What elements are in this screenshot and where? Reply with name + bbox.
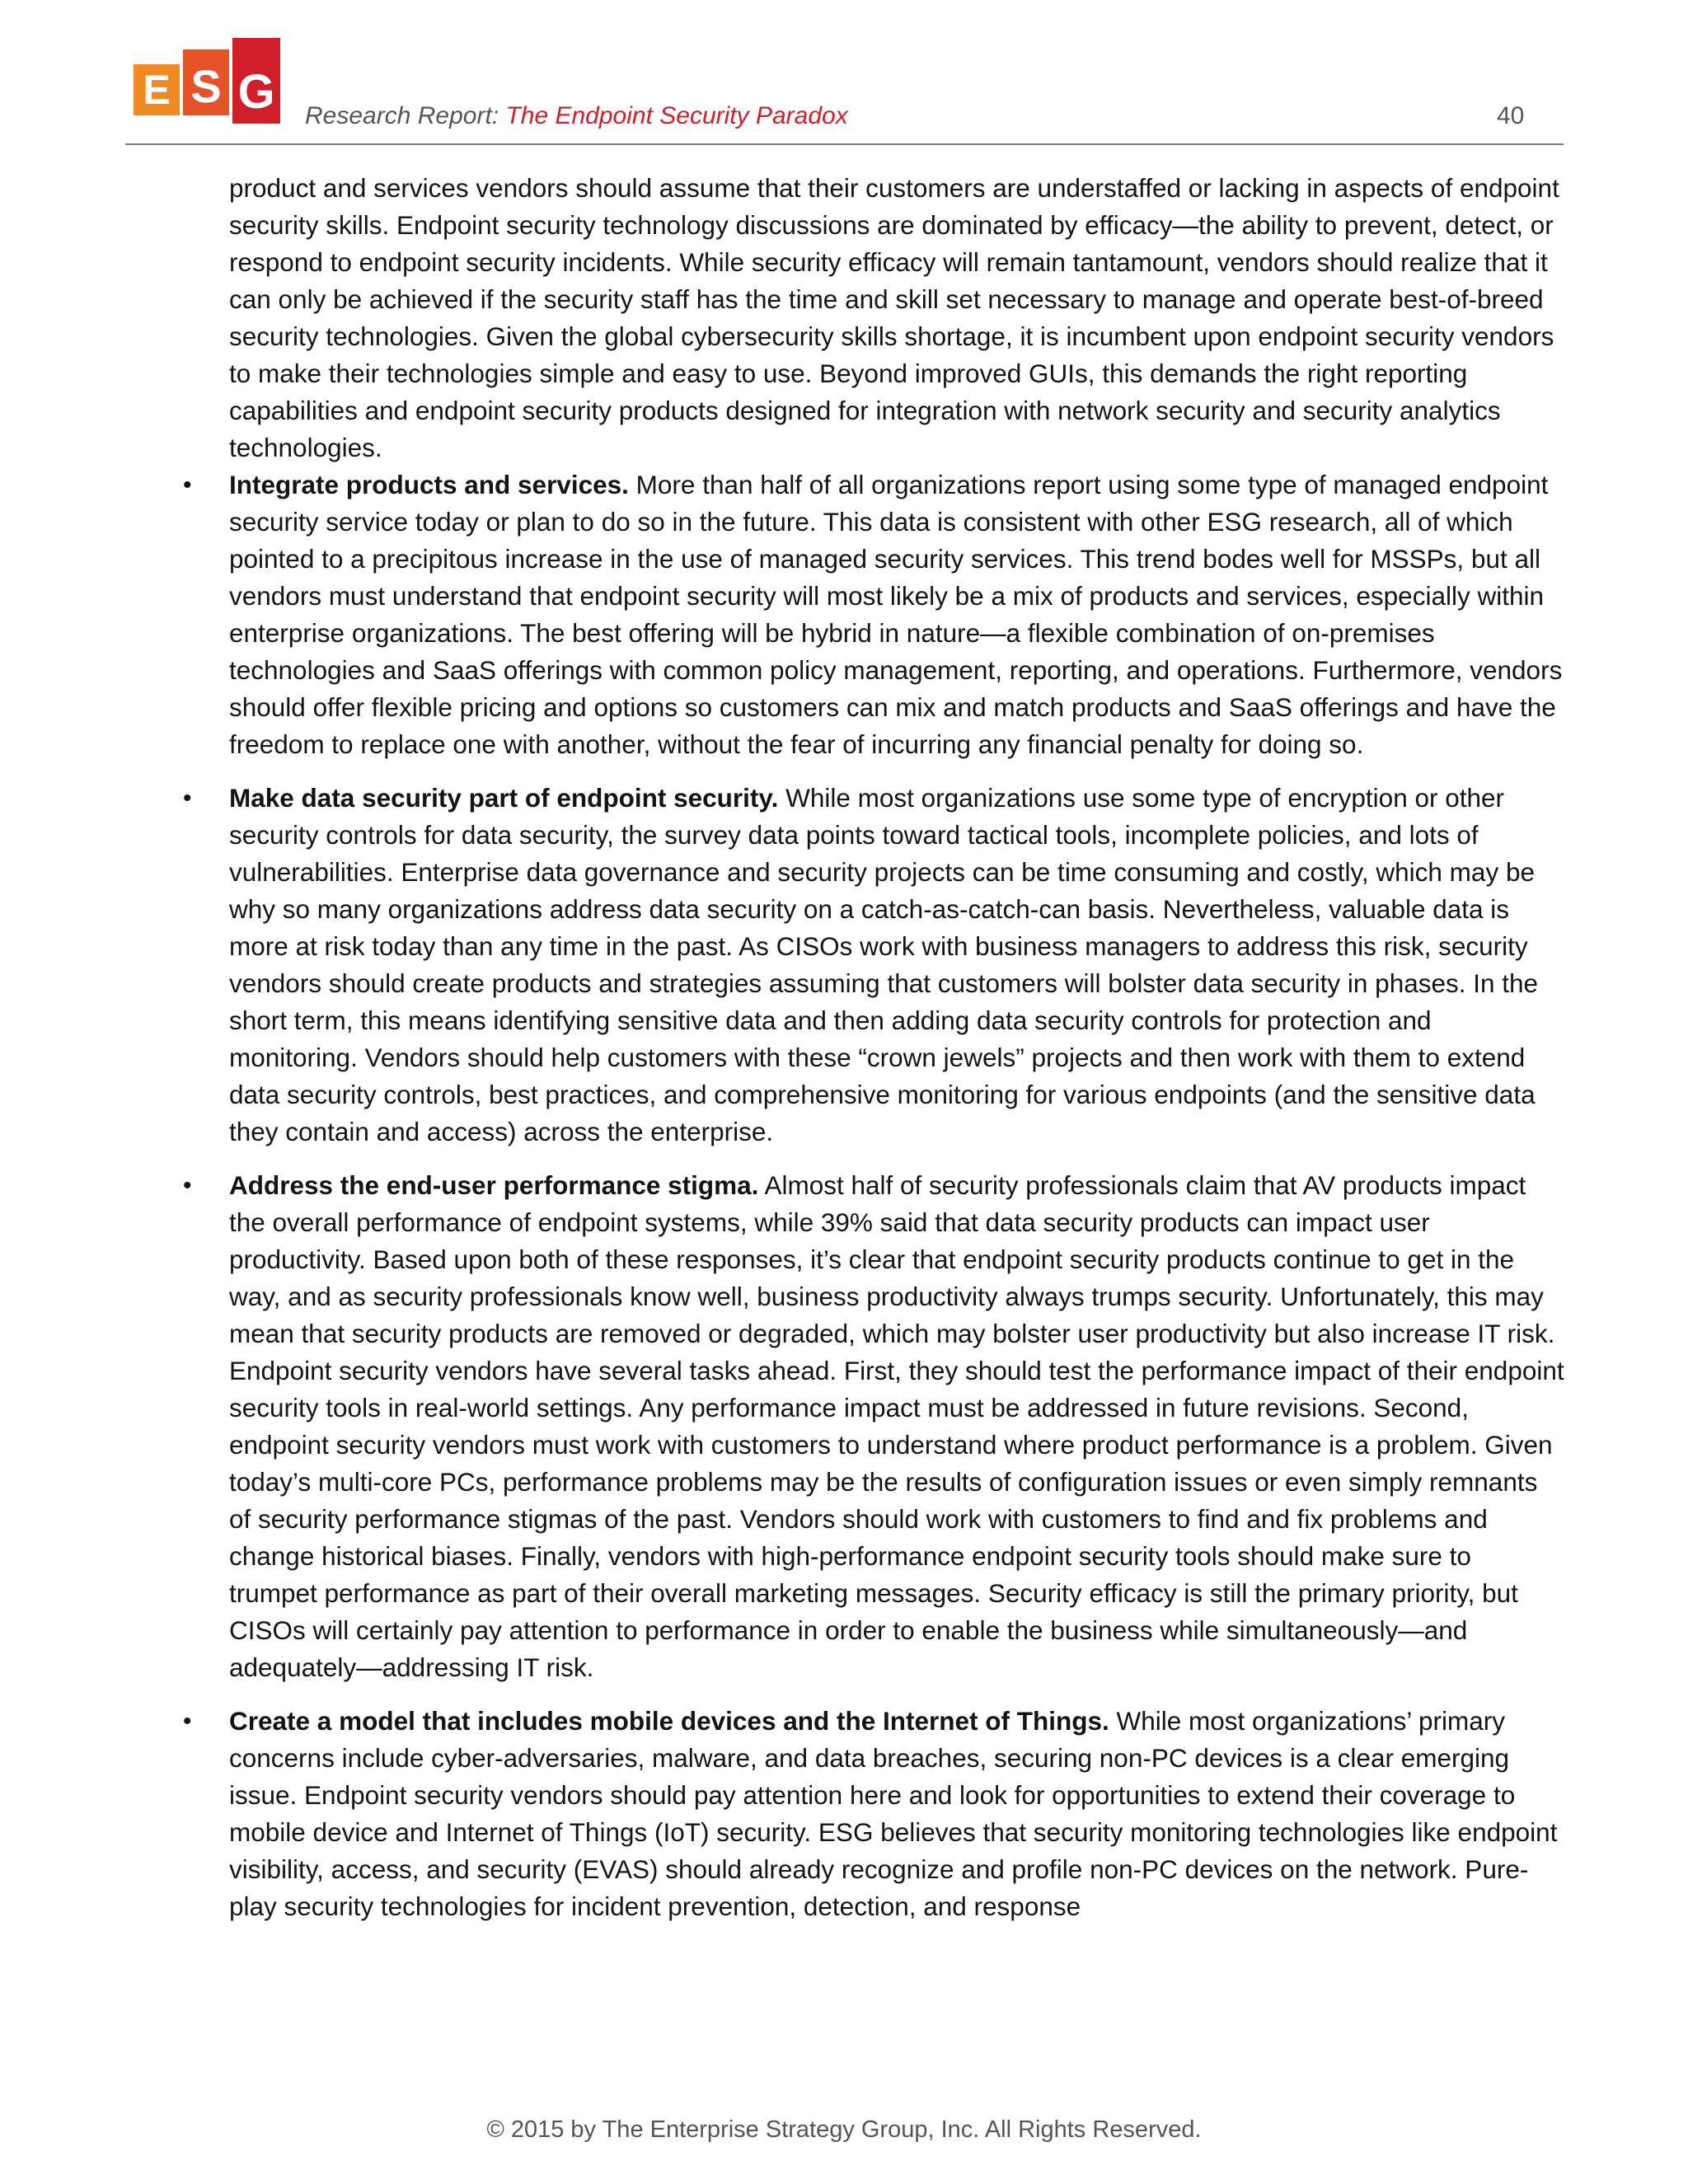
list-item <box>183 780 1564 1151</box>
intro-paragraph: product and services vendors should assume that their customers are understaffed or lacking in aspects of endpoint security skills. Endpoint security technology discussions are dominated by efficacy—the ability to prevent, detect, or respond to endpoint security incidents. While security efficacy will remain tantamount, vendors should realize that it can only be achieved if the security staff has the time and skill set necessary to manage and operate best-of-breed security technologies. Given the global cybersecurity skills shortage, it is incumbent upon endpoint security vendors to make their technologies simple and easy to use. Beyond improved GUIs, this demands the right reporting capabilities and endpoint security products designed for integration with network security and security analytics technologies. <box>229 173 1559 462</box>
item-text: Almost half of security professionals claim that AV products impact the overall performance of endpoint systems, while 39% said that data security products can impact user productivity. Based upon both of these responses, it’s clear that endpoint security products continue to get in the way, and as security professionals know well, business productivity always trumps security. Unfortunately, this may mean that security products are removed or degraded, which may bolster user productivity but also increase IT risk. Endpoint security vendors have several tasks ahead. First, they should test the performance impact of their endpoint security tools in real-world settings. Any performance impact must be addressed in future revisions. Second, endpoint security vendors must work with customers to understand where product performance is a problem. Given today’s multi-core PCs, performance problems may be the results of configuration issues or even simply remnants of security performance stigmas of the past. Vendors should work with customers to find and fix problems and change historical biases. Finally, vendors with high-performance endpoint security tools should make sure to trumpet performance as part of their overall marketing messages. Security efficacy is still the primary priority, but CISOs will certainly pay attention to performance in order to enable the business while simultaneously—and adequately—addressing IT risk. <box>229 1170 1564 1682</box>
item-text: More than half of all organizations report using some type of managed endpoint security service today or plan to do so in the future. This data is consistent with other ESG research, all of which pointed to a precipitous increase in the use of managed security services. This trend bodes well for MSSPs, but all vendors must understand that endpoint security will most likely be a mix of products and services, especially within enterprise organizations. The best offering will be hybrid in nature—a flexible combination of on-premises technologies and SaaS offerings with common policy management, reporting, and operations. Furthermore, vendors should offer flexible pricing and options so customers can mix and match products and SaaS offerings and have the freedom to replace one with another, without the fear of incurring any financial penalty for doing so. <box>229 470 1563 759</box>
body-content <box>183 170 1564 1942</box>
copyright-footer: © 2015 by The Enterprise Strategy Group, Inc. All Rights Reserved. <box>486 2116 1202 2143</box>
bullet-icon: • <box>183 1708 192 1735</box>
item-heading: Make data security part of endpoint security. <box>229 783 779 813</box>
item-heading: Address the end-user performance stigma. <box>229 1170 759 1200</box>
list-item <box>183 466 1564 763</box>
item-heading: Create a model that includes mobile devices and the Internet of Things. <box>229 1706 1109 1736</box>
page-number: 40 <box>1497 102 1525 129</box>
esg-logo <box>134 38 292 127</box>
logo-letter-g: G <box>232 38 280 124</box>
header-divider <box>125 143 1564 145</box>
list-item <box>183 1167 1564 1686</box>
logo-letter-e: E <box>134 64 180 115</box>
item-text: While most organizations’ primary concerns include cyber-adversaries, malware, and data breaches, securing non-PC devices is a clear emerging issue. Endpoint security vendors should pay attention here and look for opportunities to extend their coverage to mobile device and Internet of Things (IoT) security. ESG believes that security monitoring technologies like endpoint visibility, access, and security (EVAS) should already recognize and profile non-PC devices on the network. Pure-play security technologies for incident prevention, detection, and response <box>229 1706 1558 1921</box>
report-label: Research Report: <box>305 102 499 129</box>
item-heading: Integrate products and services. <box>229 470 629 499</box>
recommendation-list <box>183 466 1564 1925</box>
item-text: While most organizations use some type of encryption or other security controls for data security, the survey data points toward tactical tools, incomplete policies, and lots of vulnerabilities. Enterprise data governance and security projects can be time consuming and costly, which may be why so many organizations address data security on a catch-as-catch-can basis. Nevertheless, valuable data is more at risk today than any time in the past. As CISOs work with business managers to address this risk, security vendors should create products and strategies assuming that customers will bolster data security in phases. In the short term, this means identifying sensitive data and then adding data security controls for protection and monitoring. Vendors should help customers with these “crown jewels” projects and then work with them to extend data security controls, best practices, and comprehensive monitoring for various endpoints (and the sensitive data they contain and access) across the enterprise. <box>229 783 1539 1146</box>
report-header <box>305 102 848 130</box>
report-title: The Endpoint Security Paradox <box>505 102 848 129</box>
logo-letter-s: S <box>183 49 229 115</box>
bullet-icon: • <box>183 785 192 812</box>
bullet-icon: • <box>183 471 192 499</box>
list-item <box>183 1703 1564 1925</box>
bullet-icon: • <box>183 1172 192 1199</box>
